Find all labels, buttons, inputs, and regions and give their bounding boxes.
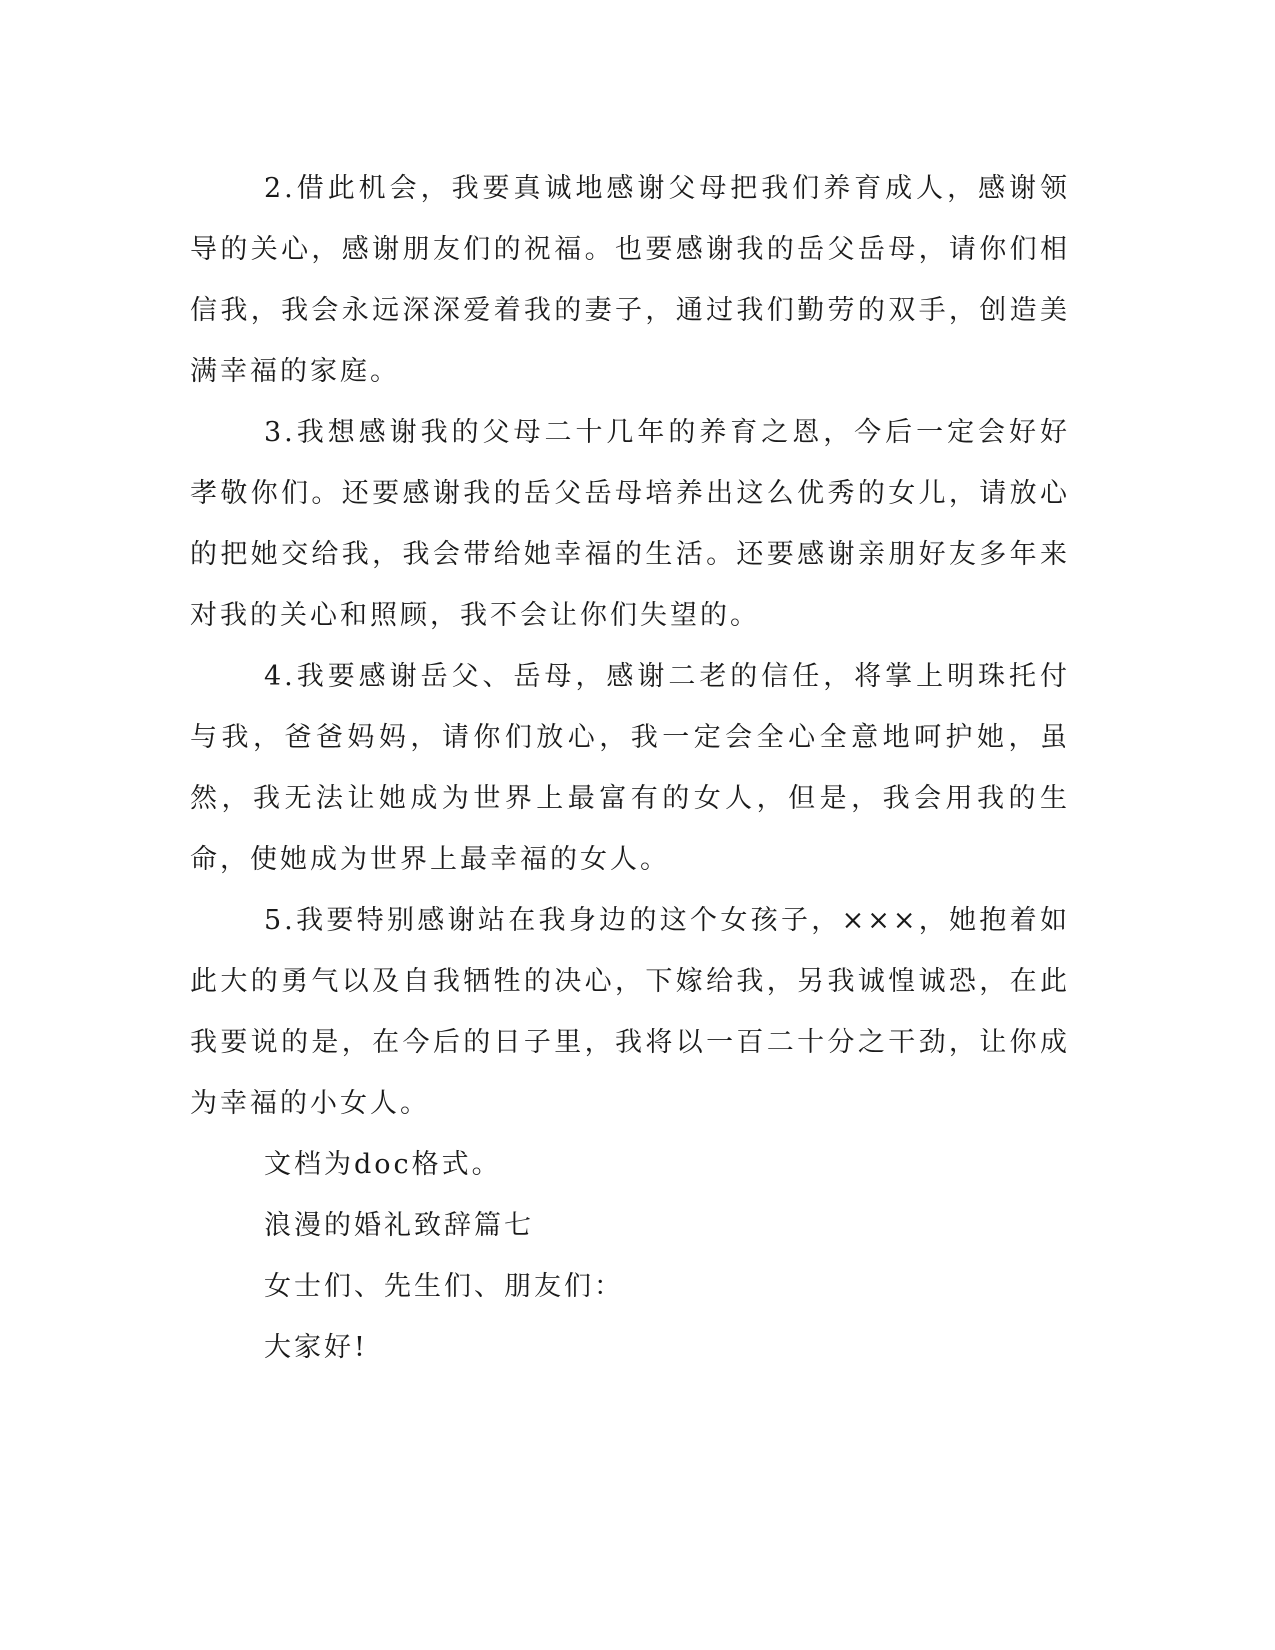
section-heading: 浪漫的婚礼致辞篇七	[264, 1210, 534, 1241]
paragraph-thanks-3: 3.我想感谢我的父母二十几年的养育之恩，今后一定会好好孝敬你们。还要感谢我的岳父岳母培养出这么优秀的女儿，请放心的把她交给我，我会带给她幸福的生活。还要感谢亲朋好友多年来对我的关心和照顾，我不会让你们失望的。	[190, 417, 1070, 631]
format-note: 文档为doc格式。	[264, 1149, 502, 1180]
salutation: 女士们、先生们、朋友们：	[264, 1271, 624, 1302]
paragraph-thanks-2: 2.借此机会，我要真诚地感谢父母把我们养育成人，感谢领导的关心，感谢朋友们的祝福。也要感谢我的岳父岳母，请你们相信我，我会永远深深爱着我的妻子，通过我们勤劳的双手，创造美满幸福的家庭。	[190, 173, 1070, 387]
paragraph-thanks-5: 5.我要特别感谢站在我身边的这个女孩子，×××，她抱着如此大的勇气以及自我牺牲的决心，下嫁给我，另我诚惶诚恐，在此我要说的是，在今后的日子里，我将以一百二十分之干劲，让你成为幸福的小女人。	[190, 905, 1070, 1119]
paragraph-thanks-4: 4.我要感谢岳父、岳母，感谢二老的信任，将掌上明珠托付与我，爸爸妈妈，请你们放心，我一定会全心全意地呵护她，虽然，我无法让她成为世界上最富有的女人，但是，我会用我的生命，使她成为世界上最幸福的女人。	[190, 661, 1070, 875]
greeting: 大家好!	[264, 1332, 368, 1363]
document-body	[190, 158, 1070, 1378]
